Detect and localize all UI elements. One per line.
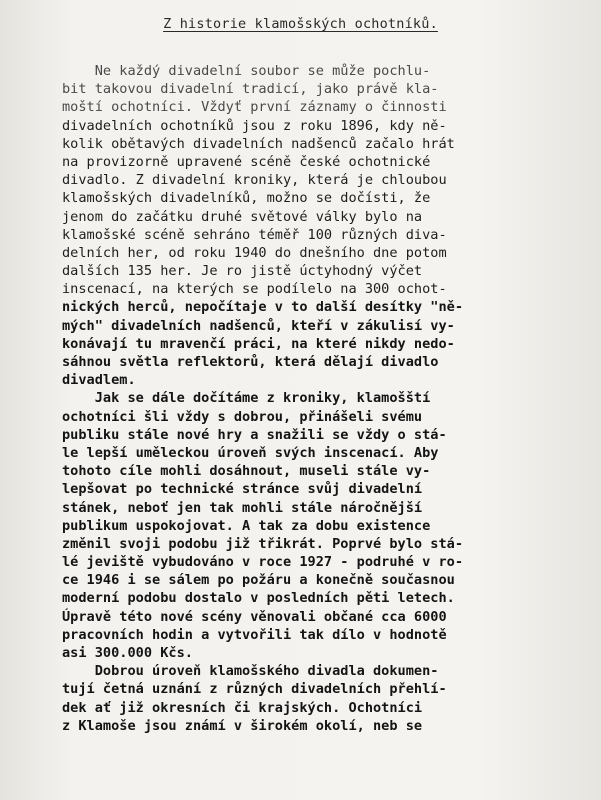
body-text: [62, 62, 562, 735]
text-line: tohoto cíle mohli dosáhnout, museli stále vy-: [62, 463, 431, 480]
text-line: divadelních ochotníků jsou z roku 1896, kdy ně-: [62, 117, 447, 134]
text-line: lé jeviště vybudováno v roce 1927 - podruhé v ro-: [62, 554, 464, 571]
text-line: sáhnou světla reflektorů, která dělají divadlo: [62, 354, 439, 370]
text-line: ce 1946 i se sálem po požáru a konečně současnou: [62, 572, 455, 589]
document-title: [0, 16, 601, 32]
text-line: Úpravě této nové scény věnovali občané cca 6000: [62, 608, 447, 625]
text-line: kolik obětavých divadelních nadšenců začalo hrát: [62, 135, 455, 152]
text-line: klamošské scéně sehráno téměř 100 různých diva-: [62, 226, 447, 243]
text-line: delních her, od roku 1940 do dnešního dne potom: [62, 244, 447, 261]
text-line: moští ochotníci. Vždyť první záznamy o činnosti: [62, 99, 447, 116]
title-text: Z historie klamošských ochotníků.: [163, 16, 438, 32]
text-line: le lepší uměleckou úroveň svých inscenací. Aby: [62, 444, 439, 461]
text-line: na provizorně upravené scéně české ochotnické: [62, 153, 431, 170]
text-line: divadlo. Z divadelní kroniky, která je chloubou: [62, 172, 447, 189]
text-line: nických herců, nepočítaje v to další desítky "ně-: [62, 299, 464, 316]
text-line: konávají tu mravenčí práci, na které nikdy nedo-: [62, 335, 455, 352]
text-line: lepšovat po technické stránce svůj divadelní: [62, 481, 423, 498]
text-line: dalších 135 her. Je ro jistě úctyhodný výčet: [62, 263, 423, 280]
text-line: publiku stále nové hry a snažili se vždy o stá-: [62, 426, 447, 443]
text-line: dek ať již okresních či krajských. Ochotníci: [62, 699, 423, 716]
text-line: mých" divadelních nadšenců, kteří v zákulisí vy-: [62, 317, 455, 334]
text-line: z Klamoše jsou známí v širokém okolí, neb se: [62, 717, 423, 734]
text-line: stánek, neboť jen tak mohli stále náročnější: [62, 499, 423, 516]
text-line: pracovních hodin a vytvořili tak dílo v hodnotě: [62, 626, 447, 643]
text-line: bit takovou divadelní tradicí, jako právě kla-: [62, 81, 439, 98]
text-line: moderní podobu dostalo v posledních pěti letech.: [62, 590, 455, 607]
text-line: změnil svoji podobu již třikrát. Poprvé bylo stá-: [62, 535, 464, 552]
text-line: Ne každý divadelní soubor se může pochlu-: [62, 63, 431, 79]
text-line: jenom do začátku druhé světové války bylo na: [62, 208, 423, 225]
text-line: tují četná uznání z různých divadelních přehlí-: [62, 681, 447, 698]
text-line: publikum uspokojovat. A tak za dobu existence: [62, 517, 431, 534]
text-line: asi 300.000 Kčs.: [62, 645, 193, 661]
text-line: divadlem.: [62, 372, 136, 389]
text-line: klamošských divadelníků, možno se dočísti, že: [62, 190, 431, 207]
text-line: Jak se dále dočítáme z kroniky, klamošští: [62, 390, 431, 407]
text-line: Dobrou úroveň klamošského divadla dokumen-: [62, 663, 439, 680]
text-line: inscenací, na kterých se podílelo na 300 ochot-: [62, 281, 447, 298]
text-line: ochotníci šli vždy s dobrou, přinášeli svému: [62, 408, 423, 425]
